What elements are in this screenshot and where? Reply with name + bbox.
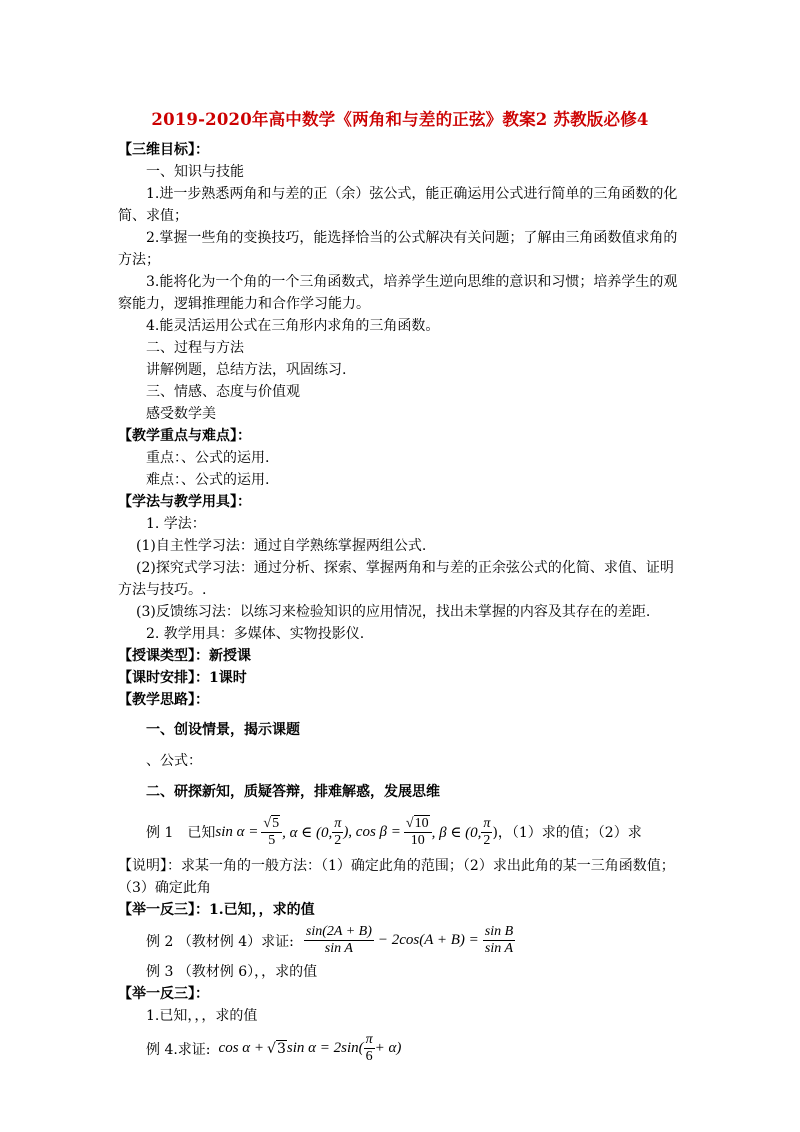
example-1-questions: )，（1）求的值；（2）求: [492, 825, 642, 841]
fraction-pi-over-2-b: [481, 816, 492, 849]
numerator-sinB: sin B: [484, 924, 514, 939]
denominator-5: 5: [268, 833, 276, 848]
subheading-process: 二、过程与方法: [146, 340, 244, 356]
cos-beta: ), cos β =: [343, 823, 401, 840]
denominator-6: 6: [365, 1049, 373, 1064]
example-4-label: 例 4.求证:: [146, 1041, 211, 1058]
cos-alpha-term: cos α +: [218, 1040, 265, 1056]
cos-term: − 2cos(A + B) =: [377, 932, 479, 948]
pi-symbol: π: [334, 815, 342, 831]
section-heading-approach: 【教学思路】：: [118, 692, 209, 708]
section-heading-goals: 【三维目标】：: [118, 142, 209, 158]
emotion-text: 感受数学美: [146, 406, 216, 422]
denominator-2: 2: [334, 832, 342, 848]
fraction-sin2AB-over-sinA: [304, 924, 374, 957]
sqrt10-value: 10: [414, 816, 429, 831]
fraction-pi-over-2: [332, 816, 343, 849]
practice-2-item: 1.已知，，，求的值: [146, 1008, 258, 1024]
example-2: [146, 924, 515, 957]
section-heading-key-points: 【教学重点与难点】：: [118, 428, 251, 444]
plus-alpha: + α): [374, 1040, 402, 1056]
example-1: [146, 815, 642, 849]
example-3: 例 3 （教材例 6），，求的值: [146, 964, 318, 980]
note-line: 【说明】：求某一角的一般方法：（1）确定此角的范围；（2）求出此角的某一三角函数值；: [118, 858, 675, 874]
example-2-label: 例 2 （教材例 4）求证:: [146, 933, 294, 950]
subheading-knowledge: 一、知识与技能: [146, 164, 244, 180]
denominator-2-b: 2: [483, 832, 491, 848]
sqrt5-value: 5: [272, 816, 280, 831]
goal-3-cont: 察能力，逻辑推理能力和合作学习能力。: [118, 296, 370, 312]
teaching-tools: 2. 教学用具：多媒体、实物投影仪.: [146, 626, 365, 642]
section-heading-methods: 【学法与教学用具】：: [118, 494, 251, 510]
goal-2: 2.掌握一些角的变换技巧，能选择恰当的公式解决有关问题；了解由三角函数值求角的: [146, 230, 678, 246]
formula-line: 、公式：: [146, 753, 202, 769]
practice-2-heading: 【举一反三】：: [118, 986, 209, 1002]
example-1-given: 已知: [187, 825, 216, 841]
goal-2-cont: 方法；: [118, 252, 160, 268]
process-text: 讲解例题，总结方法，巩固练习.: [146, 362, 347, 378]
alpha-interval: , α ∈ (0,: [282, 824, 333, 841]
sqrt3-value: 3: [276, 1041, 286, 1057]
example-4: 例 4.求证: cos α + √3 sin α = 2sin( $\frac{\pi}{6}$ + α): [146, 1032, 402, 1064]
difficult-point: 难点：、公式的运用.: [146, 472, 270, 488]
pi-symbol-b: π: [483, 815, 491, 831]
fraction-sinB-over-sinA: [483, 924, 515, 957]
denominator-sinA: sin A: [324, 941, 353, 956]
method-1: (1)自主性学习法：通过自学熟练掌握两组公式.: [136, 538, 427, 554]
pi-symbol-c: π: [365, 1032, 373, 1047]
goal-1-cont: 简、求值；: [118, 208, 188, 224]
method-heading: 1. 学法：: [146, 516, 206, 532]
note-line-cont: （3）确定此角: [118, 880, 211, 896]
method-2: (2)探究式学习法：通过分析、探索、掌握两角和与差的正余弦公式的化简、求值、证明: [136, 560, 674, 576]
example-1-label: 例 1: [146, 825, 174, 841]
goal-1: 1.进一步熟悉两角和与差的正（余）弦公式，能正确运用公式进行简单的三角函数的化: [146, 186, 678, 202]
document-title: 2019-2020年高中数学《两角和与差的正弦》教案2 苏教版必修4: [151, 110, 649, 129]
method-2-cont: 方法与技巧。.: [118, 582, 207, 598]
part-2-heading: 二、研探新知，质疑答辩，排难解惑，发展思维: [146, 784, 440, 800]
part-1-heading: 一、创设情景，揭示课题: [146, 722, 300, 738]
denominator-sinA-b: sin A: [484, 941, 514, 956]
sin-alpha: sin α =: [215, 823, 259, 840]
fraction-sqrt10-over-10: $\frac{√10}{10}$: [404, 815, 432, 849]
subheading-emotion: 三、情感、态度与价值观: [146, 384, 300, 400]
beta-interval: , β ∈ (0,: [431, 824, 482, 841]
sin-alpha-term: sin α = 2sin(: [286, 1040, 364, 1056]
fraction-sqrt5-over-5: $\frac{√5}{5}$: [261, 815, 282, 849]
lesson-type: 【授课类型】：新授课: [118, 648, 251, 664]
practice-1: 【举一反三】：1.已知，，求的值: [118, 902, 315, 918]
numerator-sin2AB: sin(2A + B): [305, 924, 372, 939]
denominator-10: 10: [410, 833, 425, 848]
fraction-pi-over-6: [364, 1032, 375, 1065]
key-point: 重点：、公式的运用.: [146, 450, 270, 466]
method-3: (3)反馈练习法：以练习来检验知识的应用情况，找出未掌握的内容及其存在的差距.: [136, 604, 651, 620]
goal-4: 4.能灵活运用公式在三角形内求角的三角函数。: [146, 318, 440, 334]
lesson-schedule: 【课时安排】：1课时: [118, 670, 247, 686]
goal-3: 3.能将化为一个角的一个三角函数式，培养学生逆向思维的意识和习惯；培养学生的观: [146, 274, 678, 290]
